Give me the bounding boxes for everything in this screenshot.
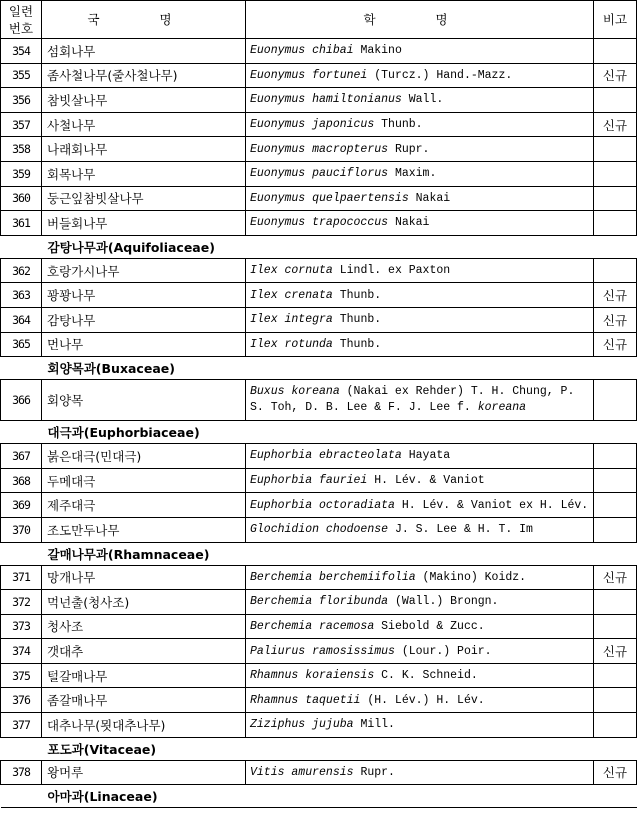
scientific-name — [246, 161, 594, 186]
note-cell — [594, 137, 637, 162]
serial-number: 371 — [1, 565, 42, 590]
scientific-binomial: Ilex integra — [250, 313, 333, 327]
scientific-binomial: Paliurus ramosissimus — [250, 644, 395, 658]
scientific-author: Thunb. — [339, 313, 382, 327]
family-heading: 갈매나무과(Rhamnaceae) — [1, 542, 637, 565]
serial-number: 360 — [1, 186, 42, 211]
serial-number: 372 — [1, 590, 42, 615]
serial-number: 365 — [1, 332, 42, 357]
header-scientific-name: 학 명 — [246, 1, 594, 39]
header-row — [1, 1, 637, 39]
scientific-name — [246, 468, 594, 493]
table-row — [1, 161, 637, 186]
scientific-name — [246, 590, 594, 615]
note-cell — [594, 663, 637, 688]
serial-number: 374 — [1, 639, 42, 664]
scientific-name — [246, 493, 594, 518]
note-cell: 신규 — [594, 63, 637, 88]
scientific-name — [246, 332, 594, 357]
scientific-binomial: Berchemia racemosa — [250, 619, 375, 633]
scientific-name — [246, 614, 594, 639]
scientific-binomial: Vitis amurensis — [250, 765, 354, 779]
serial-number: 373 — [1, 614, 42, 639]
korean-name: 털갈매나무 — [42, 663, 246, 688]
scientific-author: H. Lév. & Vaniot — [374, 474, 485, 488]
note-cell — [594, 39, 637, 64]
korean-name: 제주대극 — [42, 493, 246, 518]
scientific-author: (Wall.) Brongn. — [394, 595, 499, 609]
scientific-author: H. Lév. & Vaniot ex H. Lév. — [401, 498, 589, 512]
note-cell: 신규 — [594, 760, 637, 785]
scientific-author: (H. Lév.) H. Lév. — [367, 693, 485, 707]
family-heading-row — [1, 421, 637, 444]
table-row — [1, 688, 637, 713]
korean-name: 갯대추 — [42, 639, 246, 664]
scientific-name — [246, 39, 594, 64]
note-cell — [594, 211, 637, 236]
korean-name: 섬회나무 — [42, 39, 246, 64]
table-row — [1, 186, 637, 211]
scientific-name — [246, 713, 594, 738]
scientific-author: C. K. Schneid. — [381, 669, 478, 683]
table-row — [1, 39, 637, 64]
family-heading-row — [1, 235, 637, 258]
family-heading: 감탕나무과(Aquifoliaceae) — [1, 235, 637, 258]
scientific-binomial: Euonymus hamiltonianus — [250, 93, 402, 107]
family-heading: 포도과(Vitaceae) — [1, 737, 637, 760]
korean-name: 회양목 — [42, 380, 246, 421]
note-cell — [594, 468, 637, 493]
table-row — [1, 713, 637, 738]
scientific-binomial: Buxus koreana — [250, 385, 340, 399]
scientific-binomial: Berchemia berchemiifolia — [250, 570, 416, 584]
note-cell — [594, 517, 637, 542]
scientific-binomial: Rhamnus taquetii — [250, 693, 361, 707]
family-heading: 대극과(Euphorbiaceae) — [1, 421, 637, 444]
scientific-author: (Makino) Koidz. — [422, 570, 527, 584]
scientific-binomial: Euphorbia fauriei — [250, 474, 368, 488]
scientific-name — [246, 88, 594, 113]
note-cell — [594, 186, 637, 211]
table-row — [1, 258, 637, 283]
korean-name: 나래회나무 — [42, 137, 246, 162]
serial-number: 362 — [1, 258, 42, 283]
note-cell: 신규 — [594, 639, 637, 664]
scientific-name — [246, 63, 594, 88]
scientific-binomial: Euonymus fortunei — [250, 68, 368, 82]
serial-number: 357 — [1, 112, 42, 137]
scientific-author: J. S. Lee & H. T. Im — [394, 523, 533, 537]
table-row — [1, 517, 637, 542]
table-body — [1, 39, 637, 808]
korean-name: 망개나무 — [42, 565, 246, 590]
note-cell — [594, 444, 637, 469]
table-row — [1, 283, 637, 308]
korean-name: 먹넌출(청사조) — [42, 590, 246, 615]
korean-name: 좀갈매나무 — [42, 688, 246, 713]
family-heading-row — [1, 357, 637, 380]
note-cell — [594, 493, 637, 518]
scientific-name — [246, 444, 594, 469]
family-heading-row — [1, 542, 637, 565]
scientific-author: Rupr. — [360, 765, 395, 779]
scientific-binomial: Euonymus quelpaertensis — [250, 191, 409, 205]
serial-number: 356 — [1, 88, 42, 113]
serial-number: 364 — [1, 307, 42, 332]
scientific-binomial: Ilex rotunda — [250, 337, 333, 351]
korean-name: 둥근잎참빗살나무 — [42, 186, 246, 211]
scientific-name — [246, 517, 594, 542]
serial-number: 378 — [1, 760, 42, 785]
note-cell: 신규 — [594, 332, 637, 357]
korean-name: 호랑가시나무 — [42, 258, 246, 283]
korean-name: 좀사철나무(줄사철나무) — [42, 63, 246, 88]
scientific-binomial: Euonymus chibai — [250, 44, 354, 58]
table-row — [1, 614, 637, 639]
scientific-author: Mill. — [360, 718, 395, 732]
scientific-author: Hayata — [408, 449, 451, 463]
scientific-author: Siebold & Zucc. — [381, 619, 485, 633]
header-korean-name: 국 명 — [42, 1, 246, 39]
note-cell — [594, 161, 637, 186]
scientific-author: Rupr. — [394, 142, 430, 156]
scientific-binomial: Ilex crenata — [250, 288, 333, 302]
scientific-author: Thunb. — [339, 337, 382, 351]
scientific-author: (Nakai ex Rehder) T. H. Chung, P. S. Toh, D. B. Lee & F. J. Lee f. — [250, 385, 575, 415]
scientific-name — [246, 307, 594, 332]
family-heading-row — [1, 737, 637, 760]
scientific-binomial: Euphorbia ebracteolata — [250, 449, 402, 463]
infraspecific-epithet: koreana — [477, 401, 527, 415]
table-row — [1, 444, 637, 469]
korean-name: 꽝꽝나무 — [42, 283, 246, 308]
table-row — [1, 137, 637, 162]
scientific-name — [246, 137, 594, 162]
korean-name: 회목나무 — [42, 161, 246, 186]
header-serial-number — [1, 1, 42, 39]
scientific-name — [246, 186, 594, 211]
table-row — [1, 590, 637, 615]
family-heading: 아마과(Linaceae) — [1, 785, 637, 808]
scientific-author: Maxim. — [394, 167, 437, 181]
scientific-binomial: Glochidion chodoense — [250, 523, 389, 537]
scientific-binomial: Ziziphus jujuba — [250, 718, 354, 732]
table-row — [1, 493, 637, 518]
scientific-author: (Turcz.) Hand.-Mazz. — [374, 68, 513, 82]
scientific-name — [246, 258, 594, 283]
table-row — [1, 211, 637, 236]
serial-number: 354 — [1, 39, 42, 64]
table-row — [1, 663, 637, 688]
scientific-author: Lindl. ex Paxton — [339, 264, 451, 278]
scientific-binomial: Euphorbia octoradiata — [250, 498, 395, 512]
table-row — [1, 565, 637, 590]
serial-number: 355 — [1, 63, 42, 88]
korean-name: 대추나무(묏대추나무) — [42, 713, 246, 738]
scientific-author: Nakai — [415, 191, 451, 205]
serial-number: 366 — [1, 380, 42, 421]
table-row — [1, 639, 637, 664]
note-cell: 신규 — [594, 283, 637, 308]
scientific-author: Thunb. — [381, 118, 423, 132]
korean-name: 감탕나무 — [42, 307, 246, 332]
serial-number: 376 — [1, 688, 42, 713]
table-row — [1, 307, 637, 332]
scientific-binomial: Euonymus macropterus — [250, 142, 389, 156]
header-serial-line1: 일련 — [8, 3, 34, 19]
serial-number: 369 — [1, 493, 42, 518]
korean-name: 버들회나무 — [42, 211, 246, 236]
scientific-name — [246, 663, 594, 688]
serial-number: 367 — [1, 444, 42, 469]
korean-name: 왕머루 — [42, 760, 246, 785]
korean-name: 붉은대극(민대극) — [42, 444, 246, 469]
scientific-name — [246, 639, 594, 664]
table-row — [1, 760, 637, 785]
korean-name: 조도만두나무 — [42, 517, 246, 542]
serial-number: 375 — [1, 663, 42, 688]
scientific-author: Wall. — [408, 93, 444, 107]
table-row — [1, 63, 637, 88]
korean-name: 사철나무 — [42, 112, 246, 137]
table-row — [1, 88, 637, 113]
scientific-author: (Lour.) Poir. — [401, 644, 492, 658]
scientific-name — [246, 380, 594, 421]
korean-name: 청사조 — [42, 614, 246, 639]
scientific-name — [246, 565, 594, 590]
scientific-author: Makino — [360, 44, 402, 58]
note-cell — [594, 88, 637, 113]
header-note: 비고 — [594, 1, 637, 39]
note-cell — [594, 614, 637, 639]
serial-number: 359 — [1, 161, 42, 186]
family-heading: 회양목과(Buxaceae) — [1, 357, 637, 380]
table-row — [1, 468, 637, 493]
serial-number: 363 — [1, 283, 42, 308]
table-row — [1, 112, 637, 137]
serial-number: 361 — [1, 211, 42, 236]
korean-name: 먼나무 — [42, 332, 246, 357]
scientific-name — [246, 688, 594, 713]
scientific-name — [246, 112, 594, 137]
scientific-author: Nakai — [394, 216, 430, 230]
scientific-binomial: Rhamnus koraiensis — [250, 669, 375, 683]
family-heading-row — [1, 785, 637, 808]
note-cell — [594, 590, 637, 615]
scientific-binomial: Euonymus trapococcus — [250, 216, 389, 230]
korean-name: 참빗살나무 — [42, 88, 246, 113]
note-cell: 신규 — [594, 112, 637, 137]
serial-number: 368 — [1, 468, 42, 493]
note-cell: 신규 — [594, 307, 637, 332]
note-cell — [594, 713, 637, 738]
scientific-name — [246, 211, 594, 236]
scientific-binomial: Ilex cornuta — [250, 264, 333, 278]
header-serial-line2: 번호 — [8, 20, 34, 36]
scientific-name — [246, 760, 594, 785]
korean-name: 두메대극 — [42, 468, 246, 493]
scientific-binomial: Euonymus pauciflorus — [250, 167, 389, 181]
note-cell — [594, 380, 637, 421]
note-cell: 신규 — [594, 565, 637, 590]
scientific-name — [246, 283, 594, 308]
serial-number: 377 — [1, 713, 42, 738]
scientific-author: Thunb. — [339, 288, 382, 302]
table-row — [1, 380, 637, 421]
serial-number: 358 — [1, 137, 42, 162]
scientific-binomial: Berchemia floribunda — [250, 595, 389, 609]
serial-number: 370 — [1, 517, 42, 542]
table-row — [1, 332, 637, 357]
note-cell — [594, 688, 637, 713]
note-cell — [594, 258, 637, 283]
scientific-binomial: Euonymus japonicus — [250, 118, 375, 132]
